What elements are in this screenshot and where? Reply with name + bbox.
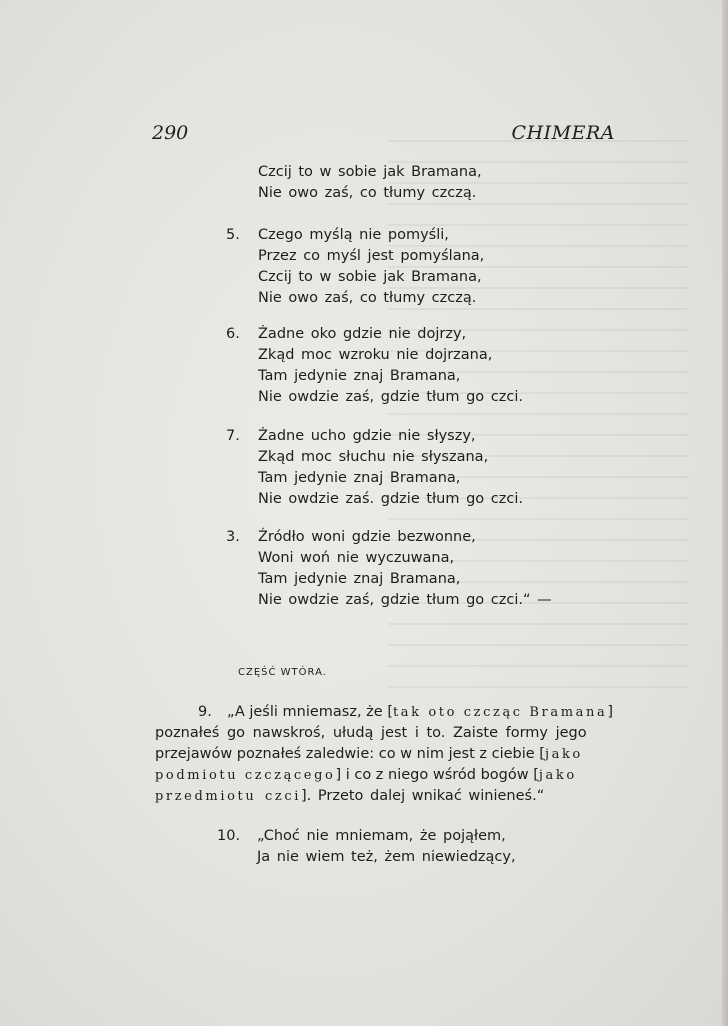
paragraph-number: 9.	[198, 704, 212, 720]
verse-line: Nie owo zaś, co tłumy czczą.	[258, 290, 477, 306]
prose-fragment: poznałeś go nawskroś, ułudą jest i to. Zaiste formy jego	[155, 725, 587, 741]
prose-fragment: ]	[607, 704, 613, 720]
verse-line: Żadne oko gdzie nie dojrzy,	[258, 326, 467, 342]
prose-fragment: „A jeśli mniemasz, że [	[227, 704, 393, 720]
bleed-through-texture	[388, 140, 688, 700]
stanza-number: 7.	[226, 428, 240, 444]
prose-line	[155, 723, 613, 744]
spaced-emphasis: jako	[544, 747, 583, 762]
verse-line: Czcij to w sobie jak Bramana,	[258, 164, 482, 180]
verse-line: Woni woń nie wyczuwana,	[258, 550, 455, 566]
verse-line: Tam jedynie znaj Bramana,	[258, 368, 461, 384]
stanza-number: 6.	[226, 326, 240, 342]
stanza-number: 10.	[217, 828, 241, 844]
spaced-emphasis: tak oto czcząc Bramana	[392, 705, 608, 720]
verse-line: Żadne ucho gdzie nie słyszy,	[258, 428, 476, 444]
prose-text	[155, 765, 577, 786]
verse-line: Ja nie wiem też, żem niewiedzący,	[257, 849, 516, 865]
stanza-number: 5.	[226, 227, 240, 243]
prose-line	[155, 702, 613, 723]
prose-paragraph-9	[155, 702, 613, 807]
prose-text	[155, 744, 583, 765]
verse-line: „Choć nie mniemam, że pojąłem,	[257, 828, 506, 844]
prose-line	[155, 786, 613, 807]
verse-line: Czego myślą nie pomyśli,	[258, 227, 449, 243]
verse-line: Tam jedynie znaj Bramana,	[258, 571, 461, 587]
verse-line: Nie owdzie zaś, gdzie tłum go czci.“ —	[258, 592, 552, 608]
verse-line: Zkąd moc słuchu nie słyszana,	[258, 449, 489, 465]
verse-line: Przez co myśl jest pomyślana,	[258, 248, 485, 264]
spaced-emphasis: przedmiotu czci	[155, 789, 302, 804]
verse-line: Źródło woni gdzie bezwonne,	[258, 529, 476, 545]
stanza-10	[217, 826, 516, 868]
page-number: 290	[152, 122, 189, 144]
verse-line: Zkąd moc wzroku nie dojrzana,	[258, 347, 493, 363]
stanza-8	[226, 527, 586, 611]
spaced-emphasis: podmiotu czczącego	[155, 768, 336, 783]
running-head: CHIMERA	[511, 122, 615, 144]
verse-line: Nie owdzie zaś. gdzie tłum go czci.	[258, 491, 523, 507]
prose-text	[227, 702, 613, 723]
prose-fragment: ]. Przeto dalej wnikać winieneś.“	[301, 788, 545, 804]
stanza-continuation	[226, 162, 586, 204]
prose-line	[155, 765, 613, 786]
prose-fragment: ] i co z niego wśród bogów [	[335, 767, 539, 783]
section-title: CZĘŚĆ WTÓRA.	[238, 667, 327, 678]
prose-fragment: przejawów poznałeś zaledwie: co w nim jest z ciebie [	[155, 746, 545, 762]
stanza-7	[226, 426, 586, 510]
stanza-6	[226, 324, 586, 408]
verse-line: Nie owo zaś, co tłumy czczą.	[258, 185, 477, 201]
verse-line: Tam jedynie znaj Bramana,	[258, 470, 461, 486]
page-edge	[722, 0, 728, 1026]
prose-line	[155, 744, 613, 765]
verse-line: Czcij to w sobie jak Bramana,	[258, 269, 482, 285]
stanza-number: 3.	[226, 529, 240, 545]
stanza-5	[226, 225, 586, 309]
spaced-emphasis: jako	[538, 768, 577, 783]
verse-line: Nie owdzie zaś, gdzie tłum go czci.	[258, 389, 523, 405]
